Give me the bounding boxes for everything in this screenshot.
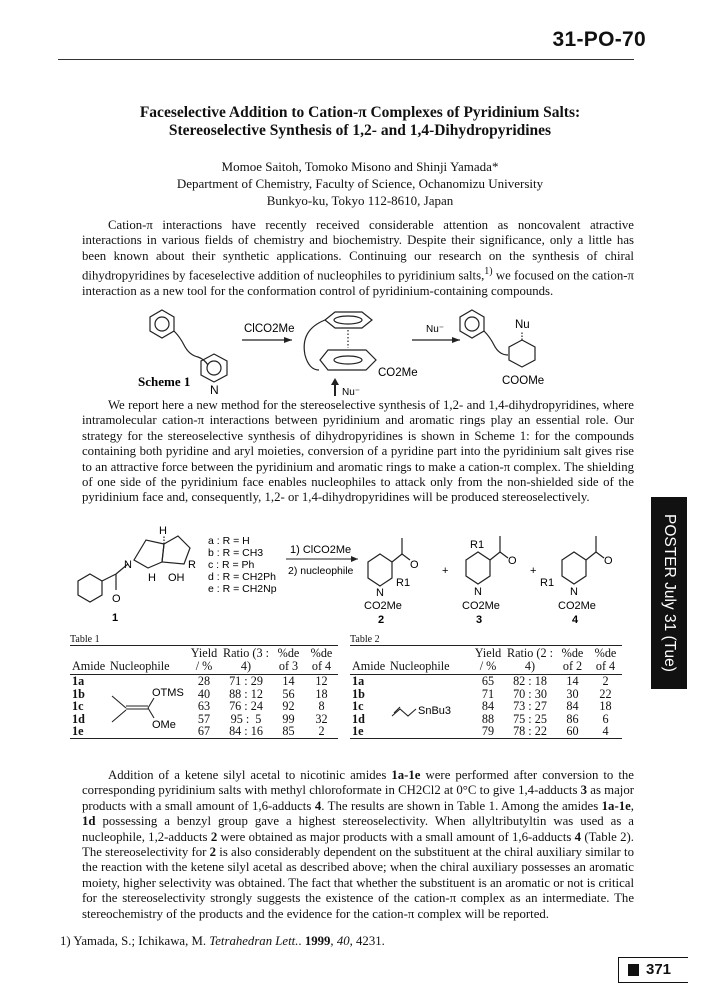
amide-cell: 1b	[352, 686, 365, 701]
title-line-1: Faceselective Addition to Cation-π Complexes of Pyridinium Salts:	[139, 104, 581, 121]
label-r1-4: R1	[540, 577, 555, 589]
dihydropyridine-2	[368, 554, 392, 586]
de-cell: 18	[599, 699, 612, 713]
pyridine-ring-1	[78, 574, 102, 602]
compound-ref: 2	[210, 829, 218, 844]
label-oh: OH	[168, 572, 185, 584]
results-paragraph	[82, 768, 634, 922]
scheme-1-label: Scheme 1	[138, 374, 191, 389]
ketene-silyl-acetal-structure	[108, 682, 188, 738]
results-text: (Table 2). The stereoselectivity for	[82, 829, 634, 860]
ratio-cell: 95 : 5	[230, 711, 262, 726]
reagent-nu: Nu⁻	[426, 324, 445, 335]
yield-cell: 57	[197, 711, 211, 726]
author-names: Momoe Saitoh, Tomoko Misono and Shinji Yamada*	[221, 159, 499, 174]
ratio-cell: 75 : 25	[513, 711, 547, 726]
results-text: . The results are shown in Table 1. Among the amides	[321, 798, 602, 813]
yield-cell: 40	[197, 686, 211, 701]
compound-ref: 4	[314, 798, 322, 813]
reference-number: 1)	[60, 934, 71, 948]
results-text: is also considerably dependent on the substituent at the chiral auxiliary similar to the reaction with the ketene silyl acetal as described above; when the chiral auxiliary possesses an aromatic moiety, higher selectivity was obtained. The fact that whether the substituent is an aromatic or not is critical for the stereoselectivity strongly suggests the existence of the cation-π complex as an intermediate. The stereochemistry of the products and the evidence for the cation-π complex will be reported.	[82, 845, 634, 921]
attack-nu: Nu⁻	[342, 387, 361, 398]
de-cell: 86	[566, 711, 579, 726]
label-n-2: N	[376, 587, 384, 599]
product-nu: Nu	[515, 319, 530, 331]
results-text: were obtained as major products with a small amount of 1,6-adducts	[217, 829, 575, 844]
benzene-ring	[150, 310, 174, 338]
reagent-clco2me: ClCO2Me	[244, 323, 295, 335]
de-cell: 12	[315, 674, 328, 688]
t1-header-de4: %de of 4	[310, 646, 333, 673]
reference-volume: 40	[336, 934, 350, 948]
reference-year: 1999	[304, 934, 331, 948]
reference-1	[60, 934, 385, 949]
dihydropyridine-3	[466, 552, 490, 584]
title-line-2: Stereoselective Synthesis of 1,2- and 1,4-Dihydropyridines	[168, 122, 552, 139]
yield-cell: 84	[481, 699, 495, 713]
scheme-2	[68, 524, 638, 626]
t2-header-yield: Yield / %	[474, 646, 502, 673]
t2-header-amide: Amide	[352, 659, 386, 673]
substituent-c: c : R = Ph	[208, 559, 255, 571]
label-n: N	[124, 559, 132, 571]
label-o-3: O	[508, 555, 517, 567]
yield-cell: 28	[197, 674, 211, 688]
page-number-box	[618, 957, 688, 983]
ratio-cell: 73 : 27	[513, 699, 547, 713]
de-cell: 14	[282, 674, 295, 688]
label-n-4: N	[570, 586, 578, 598]
amide-cell: 1e	[352, 724, 364, 738]
table-1	[70, 634, 338, 739]
compound-ref: 4	[574, 829, 582, 844]
scheme-1	[130, 302, 610, 398]
intro-text: Cation-π interactions have recently received considerable attention as noncovalent atractive interactions in various fields of chemistry and biochemistry. Despite their significance, only a little has been known about their synthetic applications. Continuing our research on the synthesis of chiral dihydropyridines by faceselective addition of nucleophiles to pyridinium salts,	[82, 218, 634, 283]
substituent-d: d : R = CH2Ph	[208, 571, 276, 583]
results-text: were performed after conversion to the corresponding pyridinium salts with methyl chloroformate in CH2Cl2 at 0°C to give 1,4-adducts	[82, 768, 634, 798]
step-2: 2) nucleophile	[288, 565, 354, 577]
compound-ref: 1d	[82, 814, 96, 829]
t2-header-ratio: Ratio (2 : 4)	[506, 646, 554, 673]
strategy-paragraph	[82, 398, 634, 506]
ratio-cell: 84 : 16	[229, 724, 263, 738]
amide-cell: 1b	[72, 686, 85, 701]
yield-cell: 79	[481, 724, 495, 738]
label-r: R	[188, 559, 196, 571]
ratio-cell: 78 : 22	[513, 724, 547, 738]
de-cell: 30	[566, 686, 579, 701]
de-cell: 14	[566, 674, 579, 688]
results-text: as major products with a small amount of 1,6-adducts	[82, 783, 634, 813]
results-text: possessing a benzyl group gave a highest stereoselectivity. When allyltributyltin was used as a nucleophile, 1,2-adducts	[82, 814, 634, 844]
label-co2me-2: CO2Me	[364, 600, 402, 612]
reference-pages: , 4231.	[349, 934, 385, 948]
label-h-bottom: H	[148, 572, 156, 584]
compound-4-label: 4	[572, 614, 579, 626]
page-number: 371	[646, 961, 672, 978]
label-snbu3: SnBu3	[418, 705, 452, 717]
t1-header-nucleophile: Nucleophile	[110, 659, 170, 673]
de-cell: 22	[599, 686, 612, 701]
square-bullet-icon	[628, 964, 639, 976]
table-row	[350, 675, 622, 688]
ratio-cell: 82 : 18	[513, 674, 547, 688]
label-r1-2: R1	[396, 577, 411, 589]
reference-journal: Tetrahedran Lett.	[209, 934, 299, 948]
amide-cell: 1d	[72, 711, 85, 726]
yield-cell: 63	[197, 699, 211, 713]
yield-cell: 67	[197, 724, 211, 738]
substituent-a: a : R = H	[208, 535, 250, 547]
amide-cell: 1e	[72, 724, 84, 738]
compound-2-label: 2	[378, 614, 385, 626]
t1-header-de3: %de of 3	[277, 646, 300, 673]
label-ome: OMe	[152, 719, 176, 731]
complex-co2me: CO2Me	[378, 367, 418, 379]
label-co2me-3: CO2Me	[462, 600, 500, 612]
compound-1-label: 1	[112, 612, 119, 624]
product-cooMe: COOMe	[502, 375, 545, 387]
reference-sep: ,	[330, 934, 337, 948]
label-co2me-4: CO2Me	[558, 600, 596, 612]
de-cell: 60	[566, 724, 579, 738]
table-2	[350, 634, 622, 739]
t1-header-ratio: Ratio (3 : 4)	[222, 646, 270, 673]
compound-ref: 2	[209, 845, 217, 860]
strategy-text: We report here a new method for the stereoselective synthesis of 1,2- and 1,4-dihydropyridines, where intramolecular cation-π interactions between pyridinium and aromatic rings play an essential role. Our strategy for the stereoselective synthesis of dihydropyridines is shown in Scheme 1: for the compounds containing both pyridine and aryl moieties, conversion of a pyridine part into the pyridinium salt gives rise to an attractive force between the pyridinium and aromatic rings to make a cation-π complex. The shielding of one side of the pyridinium face enables nucleophiles to attack only from the non-shielded side of the pyridinium face and, consequently, 1,2- or 1,4-dihydropyridines will be produced stereoselectively.	[82, 398, 634, 505]
de-cell: 4	[602, 724, 609, 738]
results-text: ,	[630, 798, 634, 813]
de-cell: 32	[315, 711, 328, 726]
amide-cell: 1a	[352, 674, 365, 688]
ratio-cell: 76 : 24	[229, 699, 263, 713]
amide-cell: 1a	[72, 674, 85, 688]
amide-cell: 1c	[352, 699, 364, 713]
compound-3-label: 3	[476, 614, 483, 626]
paper-title	[40, 104, 680, 140]
de-cell: 18	[315, 686, 328, 701]
de-cell: 56	[282, 686, 295, 701]
t2-header-nucleophile: Nucleophile	[390, 659, 450, 673]
table-2-caption: Table 2	[350, 634, 380, 645]
de-cell: 99	[282, 711, 295, 726]
ratio-cell: 88 : 12	[229, 686, 263, 701]
compound-ref: 1a-1e	[601, 798, 631, 813]
intro-text-2: we focused on the cation-π interaction as a new tool for the conformation control of pyridinium-containing compounds.	[82, 268, 634, 298]
dihydropyridine-4	[562, 552, 586, 584]
t2-header-de2: %de of 2	[561, 646, 584, 673]
de-cell: 85	[282, 724, 295, 738]
intro-ref: 1)	[484, 266, 493, 278]
de-cell: 2	[318, 724, 325, 738]
plus-1: +	[442, 565, 449, 577]
de-cell: 92	[282, 699, 295, 713]
amide-cell: 1d	[352, 711, 365, 726]
plus-2: +	[530, 565, 537, 577]
ratio-cell: 70 : 30	[513, 686, 547, 701]
author-address: Bunkyo-ku, Tokyo 112-8610, Japan	[266, 193, 454, 208]
nucleophile-cell	[388, 725, 472, 738]
pyridine-ring	[201, 354, 227, 382]
poster-code: 31-PO-70	[552, 28, 646, 51]
compound-ref: 3	[580, 783, 588, 798]
de-cell: 2	[602, 674, 609, 688]
compound-ref: 1a-1e	[391, 768, 421, 782]
reference-authors: Yamada, S.; Ichikawa, M.	[70, 934, 210, 948]
header-rule	[58, 59, 634, 60]
yield-cell: 65	[481, 674, 495, 688]
ratio-cell: 71 : 29	[229, 674, 263, 688]
allyltributyltin-structure	[390, 698, 470, 722]
label-r1-3: R1	[470, 539, 485, 551]
intro-paragraph	[82, 218, 634, 299]
label-o-2: O	[410, 559, 419, 571]
author-block	[40, 158, 680, 209]
label-o: O	[112, 593, 121, 605]
amide-cell: 1c	[72, 699, 84, 713]
label-h-top: H	[159, 525, 167, 537]
de-cell: 6	[602, 711, 609, 726]
yield-cell: 88	[481, 711, 495, 726]
label-n-3: N	[474, 586, 482, 598]
reference-sep: .	[298, 934, 305, 948]
author-department: Department of Chemistry, Faculty of Science, Ochanomizu University	[176, 176, 544, 191]
t2-header-de4: %de of 4	[594, 646, 617, 673]
nucleophile-cell	[388, 675, 472, 688]
poster-date-label: POSTER July 31 (Tue)	[661, 514, 678, 672]
poster-date-tab	[651, 497, 687, 689]
table-1-caption: Table 1	[70, 634, 100, 645]
substituent-b: b : R = CH3	[208, 547, 264, 559]
results-text: Addition of a ketene silyl acetal to nicotinic amides	[108, 768, 392, 782]
pyridine-n-label: N	[210, 383, 219, 397]
table-row	[350, 725, 622, 738]
label-otms: OTMS	[152, 687, 184, 699]
step-1: 1) ClCO2Me	[290, 544, 352, 556]
yield-cell: 71	[481, 686, 495, 701]
t1-header-yield: Yield / %	[190, 646, 218, 673]
substituent-e: e : R = CH2Np	[208, 583, 277, 595]
de-cell: 84	[566, 699, 579, 713]
de-cell: 8	[318, 699, 325, 713]
t1-header-amide: Amide	[72, 659, 106, 673]
label-o-4: O	[604, 555, 613, 567]
